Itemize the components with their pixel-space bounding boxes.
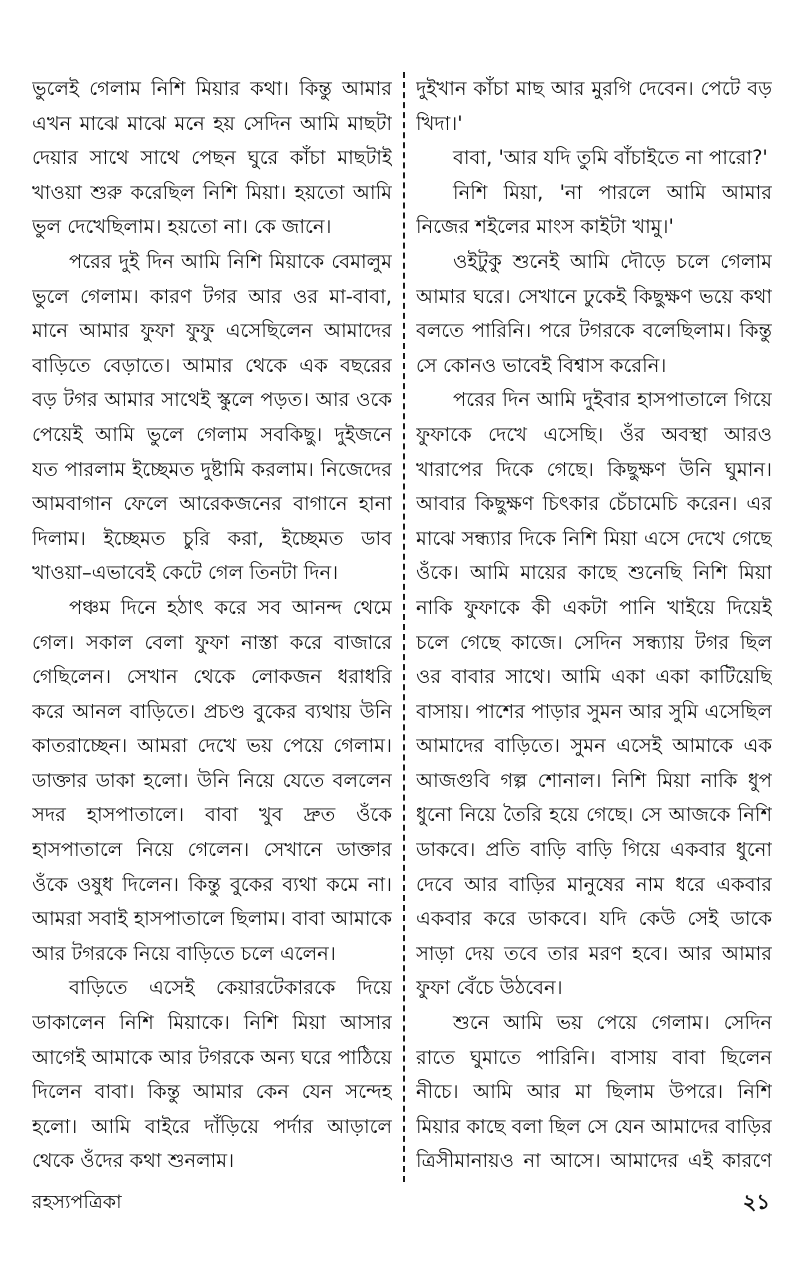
dialogue-line: নিশি মিয়া, 'না পারলে আমি আমার নিজের শইলের মাংস কাইটা খামু।' [416, 180, 772, 239]
paragraph: পরের দুই দিন আমি নিশি মিয়াকে বেমালুম ভুলে গেলাম। কারণ টগর আর ওর মা-বাবা, মানে আমার ফুফা ফুফু এসেছিলেন আমাদের বাড়িতে বেড়াতে। আমার থেকে এক বছরের বড় টগর আমার সাথেই স্কুলে পড়ত। আর ওকে পেয়েই আমি ভুলে গেলাম সবকিছু। দুইজনে যত পারলাম ইচ্ছেমত দুষ্টামি করলাম। নিজেদের আমবাগান ফেলে আরেকজনের বাগানে হানা দিলাম। ইচ্ছেমত চুরি করা, ইচ্ছেমত ডাব খাওয়া–এভাবেই কেটে গেল তিনটা দিন। [32, 249, 392, 585]
column-divider [403, 72, 405, 1182]
dialogue-line: বাবা, 'আর যদি তুমি বাঁচাইতে না পারো?' [453, 146, 768, 170]
left-text-column [32, 72, 392, 1172]
page-number: ২১ [742, 1190, 770, 1214]
dialogue-line: দুইখান কাঁচা মাছ আর মুরগি দেবেন। পেটে বড় খিদা।' [416, 77, 772, 135]
right-text-column [416, 72, 772, 1172]
paragraph: বাড়িতে এসেই কেয়ারটেকারকে দিয়ে ডাকালেন নিশি মিয়াকে। নিশি মিয়া আসার আগেই আমাকে আর টগরকে অন্য ঘরে পাঠিয়ে দিলেন বাবা। কিন্তু আমার কেন যেন সন্দেহ হলো। আমি বাইরে দাঁড়িয়ে পর্দার আড়ালে থেকে ওঁদের কথা শুনলাম। [32, 976, 392, 1172]
paragraph: ভুলেই গেলাম নিশি মিয়ার কথা। কিন্তু আমার এখন মাঝে মাঝে মনে হয় সেদিন আমি মাছটা দেয়ার সাথে সাথে পেছন ঘুরে কাঁচা মাছটাই খাওয়া শুরু করেছিল নিশি মিয়া। হয়তো আমি ভুল দেখেছিলাম। হয়তো না। কে জানে। [32, 77, 392, 239]
paragraph: ওইটুকু শুনেই আমি দৌড়ে চলে গেলাম আমার ঘরে। সেখানে ঢুকেই কিছুক্ষণ ভয়ে কথা বলতে পারিনি। পরে টগরকে বলেছিলাম। কিন্তু সে কোনও ভাবেই বিশ্বাস করেনি। [416, 249, 772, 377]
magazine-name: রহস্যপত্রিকা [32, 1191, 122, 1213]
paragraph: শুনে আমি ভয় পেয়ে গেলাম। সেদিন রাতে ঘুমাতে পারিনি। বাসায় বাবা ছিলেন নীচে। আমি আর মা ছিলাম উপরে। নিশি মিয়ার কাছে বলা ছিল সে যেন আমাদের বাড়ির ত্রিসীমানায়ও না আসে। আমাদের এই কারণে [416, 1011, 772, 1172]
paragraph: পঞ্চম দিনে হঠাৎ করে সব আনন্দ থেমে গেল। সকাল বেলা ফুফা নাস্তা করে বাজারে গেছিলেন। সেখান থেকে লোকজন ধরাধরি করে আনল বাড়িতে। প্রচণ্ড বুকের ব্যথায় উনি কাতরাচ্ছেন। আমরা দেখে ভয় পেয়ে গেলাম। ডাক্তার ডাকা হলো। উনি নিয়ে যেতে বললেন সদর হাসপাতালে। বাবা খুব দ্রুত ওঁকে হাসপাতালে নিয়ে গেলেন। সেখানে ডাক্তার ওঁকে ওষুধ দিলেন। কিন্তু বুকের ব্যথা কমে না। আমরা সবাই হাসপাতালে ছিলাম। বাবা আমাকে আর টগরকে নিয়ে বাড়িতে চলে এলেন। [32, 595, 392, 965]
paragraph: পরের দিন আমি দুইবার হাসপাতালে গিয়ে ফুফাকে দেখে এসেছি। ওঁর অবস্থা আরও খারাপের দিকে গেছে। কিছুক্ষণ উনি ঘুমান। আবার কিছুক্ষণ চিৎকার চেঁচামেচি করেন। এর মাঝে সন্ধ্যার দিকে নিশি মিয়া এসে দেখে গেছে ওঁকে। আমি মায়ের কাছে শুনেছি নিশি মিয়া নাকি ফুফাকে কী একটা পানি খাইয়ে দিয়েই চলে গেছে কাজে। সেদিন সন্ধ্যায় টগর ছিল ওর বাবার সাথে। আমি একা একা কাটিয়েছি বাসায়। পাশের পাড়ার সুমন আর সুমি এসেছিল আমাদের বাড়িতে। সুমন এসেই আমাকে এক আজগুবি গল্প শোনাল। নিশি মিয়া নাকি ধুপ ধুনো নিয়ে তৈরি হয়ে গেছে। সে আজকে নিশি ডাকবে। প্রতি বাড়ি বাড়ি গিয়ে একবার ধুনো দেবে আর বাড়ির মানুষের নাম ধরে একবার একবার করে ডাকবে। যদি কেউ সেই ডাকে সাড়া দেয় তবে তার মরণ হবে। আর আমার ফুফা বেঁচে উঠবেন। [416, 388, 772, 1000]
